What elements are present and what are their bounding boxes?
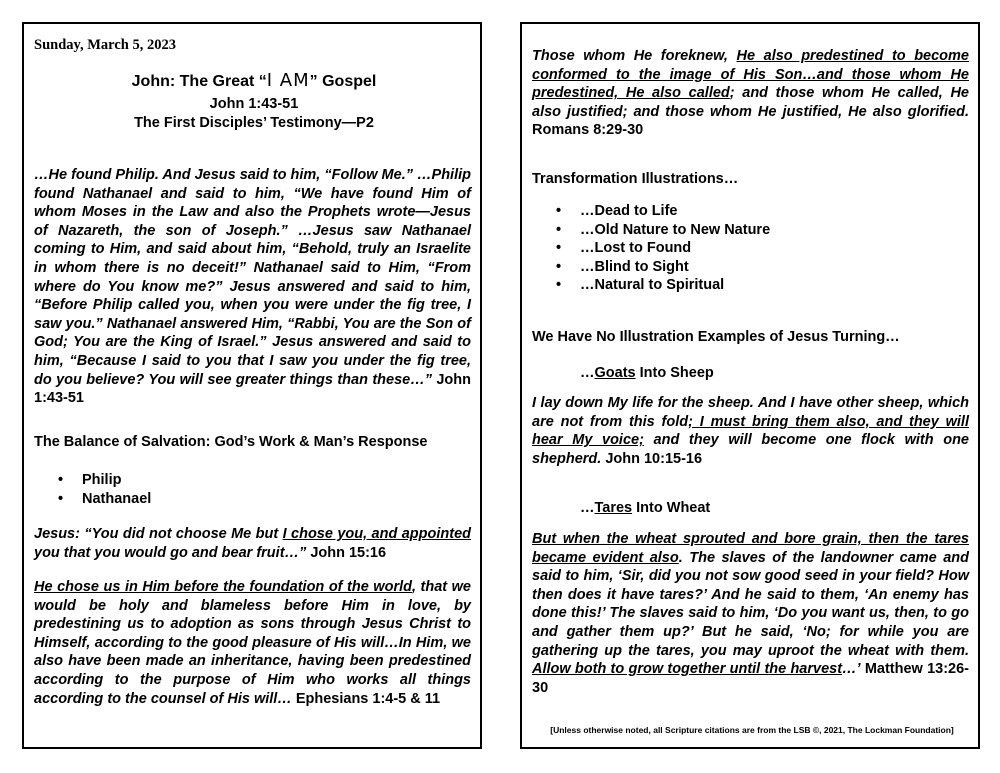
- matthew-paragraph: [532, 530, 969, 697]
- transformation-heading: Transformation Illustrations…: [532, 171, 739, 187]
- matthew-underline-1: But when the wheat sprouted and bore grain, then the tares became evident also: [532, 531, 969, 566]
- goats-pre: …: [580, 365, 595, 381]
- list-item: • Nathanael: [34, 490, 151, 509]
- ephesians-underline: He chose us in Him before the foundation of the world: [34, 579, 412, 595]
- passage-text: …He found Philip. And Jesus said to him, “Follow Me.” …Philip found Nathanael and said to him, “We have found Him of whom Moses in the Law and also the Prophets wrote—Jesus of Nazareth, the son of Joseph.” …Jesus saw Nathanael coming to Him, and said about him, “Behold, truly an Israelite in whom there is no deceit!” Nathanael said to Him, “From where do You know me?” Jesus answered and said to him, “Before Philip called you, when you were under the fig tree, I saw you.” Nathanael answered Him, “Rabbi, You are the Son of God; You are the King of Israel.” Jesus answered and said to him, “Because I said to you that I saw you under the fig tree, do you believe? You will see greater things than these…”: [34, 167, 471, 388]
- i-am-lettering: I AM: [266, 70, 310, 91]
- right-page: [520, 22, 980, 749]
- john10-reference: John 10:15-16: [605, 450, 703, 467]
- left-page: [22, 22, 482, 749]
- john15-reference: John 15:16: [310, 544, 387, 561]
- john15-underline: I chose you, and appointed: [282, 526, 471, 542]
- list-item: • Philip: [34, 471, 151, 490]
- balance-heading: The Balance of Salvation: God’s Work & Man’s Response: [34, 434, 428, 450]
- romans-paragraph: [532, 47, 969, 140]
- list-item: • …Lost to Found: [532, 239, 770, 258]
- passage-paragraph: [34, 166, 471, 408]
- goats-subheading: [580, 365, 714, 381]
- transformation-list: [532, 202, 770, 295]
- matthew-post: …’: [842, 661, 861, 678]
- no-illustration-heading: We Have No Illustration Examples of Jesus Turning…: [532, 329, 900, 345]
- romans-underline: He also predestined to become conformed to the image of His Son…and those whom He predestined, He also called: [532, 48, 969, 102]
- matthew-text: . The slaves of the landowner came and said to him, ‘Sir, did you not sow good seed in your field? How then does it have tares?’ And he said to them, ‘An enemy has done this!’ The slaves said to him, ‘Do you want us, then, to go and gather them up?’ But he said, ‘No; for while you are gathering up the tares, you may uproot the wheat with them.: [532, 549, 969, 659]
- romans-pre: Those whom He foreknew,: [532, 48, 737, 64]
- tares-pre: …: [580, 500, 595, 516]
- ephesians-reference: Ephesians 1:4-5 & 11: [295, 690, 441, 707]
- ephesians-paragraph: [34, 578, 471, 708]
- romans-reference: Romans 8:29-30: [532, 122, 644, 139]
- list-item: • …Blind to Sight: [532, 258, 770, 277]
- john10-pre: I lay down My life for the sheep. And I have other sheep, which are not from this fold: [532, 395, 969, 430]
- john15-post: you that you would go and bear fruit…”: [34, 544, 307, 561]
- sermon-reference: John 1:43-51: [209, 96, 299, 112]
- romans-post: ; and those whom He called, He also justified; and those whom He justified, He also glorified.: [532, 85, 969, 120]
- tares-subheading: [580, 500, 710, 516]
- matthew-reference: Matthew 13:26-30: [532, 661, 969, 696]
- tares-underline: Tares: [594, 500, 633, 516]
- list-item: • …Old Nature to New Nature: [532, 221, 770, 240]
- sermon-subtitle: The First Disciples’ Testimony—P2: [134, 115, 374, 131]
- goats-underline: Goats: [594, 365, 636, 381]
- ephesians-text: , that we would be holy and blameless before Him in love, by predestining us to adoption as sons through Jesus Christ to Himself, according to the good pleasure of His will…In Him, we also have been made an inheritance, having been predestined according to the purpose of Him who works all things according to the counsel of His will…: [34, 579, 471, 707]
- matthew-underline-2: Allow both to grow together until the harvest: [532, 661, 843, 678]
- series-title: [24, 70, 484, 91]
- tares-post: Into Wheat: [632, 500, 711, 516]
- series-title-pre: John: The Great “: [131, 73, 267, 90]
- goats-post: Into Sheep: [635, 365, 714, 381]
- john10-underline: ; I must bring them also, and they will hear My voice;: [532, 413, 969, 449]
- passage-reference: John 1:43-51: [34, 371, 471, 407]
- disciple-list: [34, 471, 151, 508]
- series-title-post: ” Gospel: [309, 73, 377, 90]
- john15-pre: Jesus: “You did not choose Me but: [34, 526, 283, 542]
- john15-paragraph: [34, 525, 471, 562]
- scripture-footnote: [Unless otherwise noted, all Scripture citations are from the LSB ©, 2021, The Lockman Foundation]: [550, 725, 954, 735]
- list-item: • …Dead to Life: [532, 202, 770, 221]
- john10-post: and they will become one flock with one shepherd.: [532, 432, 969, 467]
- service-date: Sunday, March 5, 2023: [34, 37, 176, 53]
- john10-paragraph: [532, 394, 969, 468]
- list-item: • …Natural to Spiritual: [532, 276, 770, 295]
